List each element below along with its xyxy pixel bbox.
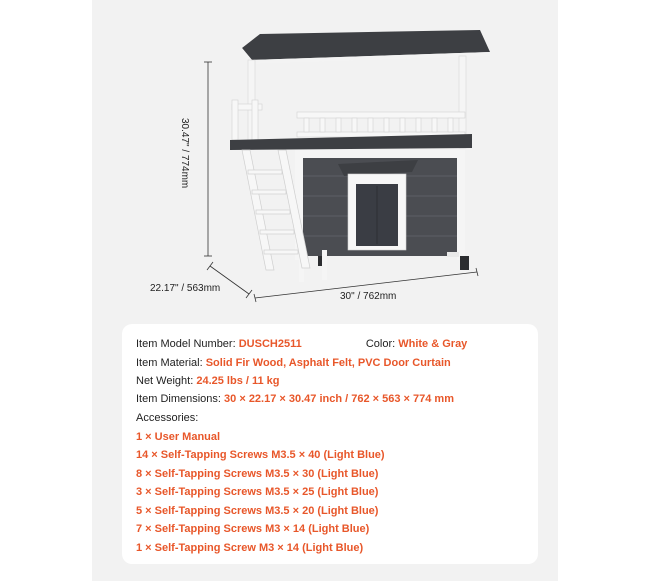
weight-value: 24.25 lbs / 11 kg: [196, 375, 280, 387]
material-value: Solid Fir Wood, Asphalt Felt, PVC Door Curtain: [205, 357, 451, 369]
spec-row-material: [136, 356, 451, 370]
dimensions-label: Item Dimensions:: [136, 393, 221, 405]
cat-house-illustration: [92, 0, 558, 320]
accessory-item: 8 × Self-Tapping Screws M3.5 × 30 (Light Blue): [136, 468, 379, 480]
accessory-item: 5 × Self-Tapping Screws M3.5 × 20 (Light Blue): [136, 505, 379, 517]
accessory-item: 14 × Self-Tapping Screws M3.5 × 40 (Light Blue): [136, 449, 385, 461]
product-figure: [92, 0, 558, 320]
model-value: DUSCH2511: [238, 338, 302, 350]
spec-row-weight: [136, 374, 280, 388]
accessories-label: Accessories:: [136, 412, 199, 424]
dimensions-value: 30 × 22.17 × 30.47 inch / 762 × 563 × 774 mm: [224, 393, 454, 405]
roof: [240, 30, 490, 64]
weight-label: Net Weight:: [136, 375, 194, 387]
accessory-item: 1 × Self-Tapping Screw M3 × 14 (Light Blue): [136, 542, 364, 554]
color-value: White & Gray: [398, 338, 468, 350]
spec-row-model-color: [136, 337, 467, 351]
model-label: Item Model Number:: [136, 338, 236, 350]
accessory-item: 7 × Self-Tapping Screws M3 × 14 (Light Blue): [136, 523, 370, 535]
depth-dimension-label: 22.17" / 563mm: [150, 283, 221, 294]
width-dimension-label: 30" / 762mm: [340, 291, 397, 302]
spec-row-dimensions: [136, 392, 454, 406]
color-label: Color:: [365, 338, 396, 350]
accessory-item: 3 × Self-Tapping Screws M3.5 × 25 (Light Blue): [136, 486, 379, 498]
accessory-item: 1 × User Manual: [136, 431, 221, 443]
brand-tag: [447, 252, 459, 257]
material-label: Item Material:: [136, 357, 203, 369]
railing: [232, 100, 465, 140]
height-dimension-label: 30.47" / 774mm: [179, 118, 190, 189]
